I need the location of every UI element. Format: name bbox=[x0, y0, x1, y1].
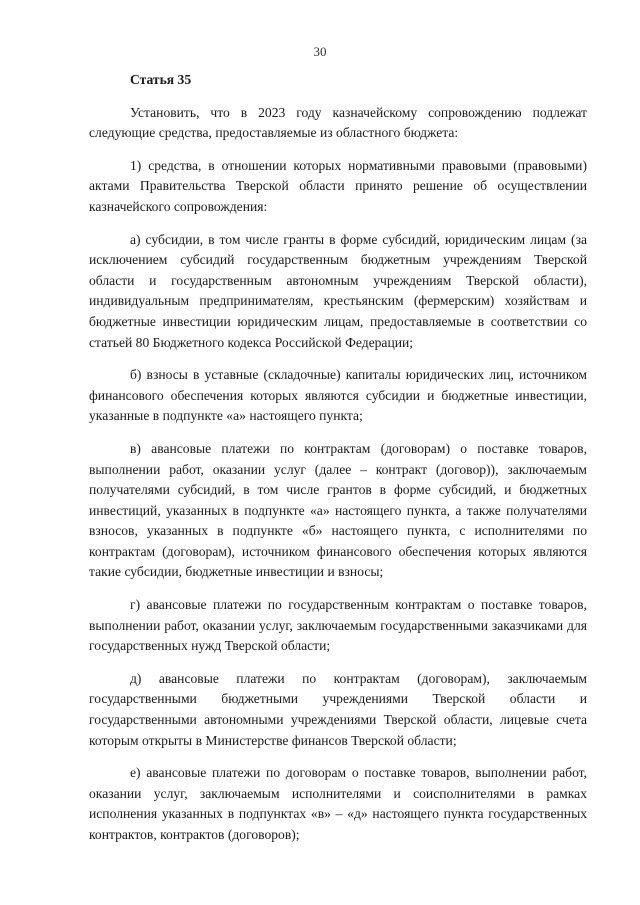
document-body bbox=[89, 70, 587, 858]
article-title: Статья 35 bbox=[130, 72, 192, 87]
paragraph-intro: Установить, что в 2023 году казначейскому сопровождению подлежат следующие средства, предоставляемые из областного бюджета: bbox=[89, 104, 587, 141]
paragraph-subitem-b: б) взносы в уставные (складочные) капиталы юридических лиц, источником финансового обеспечения которых являются субсидии и бюджетные инвестиции, указанные в подпункте «а» настоящего пункта; bbox=[89, 367, 587, 424]
paragraph-subitem-d: д) авансовые платежи по контрактам (договорам), заключаемым государственными бюджетными учреждениями Тверской области и государственными автономными учреждениями Тверской области, лицевые счета которым открыты в Министерстве финансов Тверской области; bbox=[89, 670, 587, 748]
paragraph-subitem-v: в) авансовые платежи по контрактам (договорам) о поставке товаров, выполнении работ, оказании услуг (далее – контракт (договор)), заключаемым получателями субсидий, в том числе грантов в форме субсидий, и бюджетных инвестиций, указанных в подпункте «а» настоящего пункта, а также получателями взносов, указанных в подпункте «б» настоящего пункта, с исполнителями по контрактам (договорам), источником финансового обеспечения которых являются такие субсидии, бюджетные инвестиции и взносы; bbox=[89, 440, 587, 580]
page-number: 30 bbox=[313, 44, 327, 59]
paragraph-subitem-a: а) субсидии, в том числе гранты в форме субсидий, юридическим лицам (за исключением субсидий государственным бюджетным учреждениям Тверской области и государственным автономным учреждениям Тверской области), индивидуальным предпринимателям, крестьянским (фермерским) хозяйствам и бюджетные инвестиции юридическим лицам, предоставляемые в соответствии со статьей 80 Бюджетного кодекса Российской Федерации; bbox=[89, 231, 587, 350]
paragraph-subitem-e: е) авансовые платежи по договорам о поставке товаров, выполнении работ, оказании услуг, заключаемым исполнителями и соисполнителями в рамках исполнения указанных в подпунктах «в» – «д» настоящего пункта государственных контрактов, контрактов (договоров); bbox=[89, 765, 587, 842]
paragraph-item-1: 1) средства, в отношении которых нормативными правовыми (правовыми) актами Правительства Тверской области принято решение об осуществлении казначейского сопровождения: bbox=[89, 157, 587, 214]
paragraph-subitem-g: г) авансовые платежи по государственным контрактам о поставке товаров, выполнении работ, оказании услуг, заключаемым государственными заказчиками для государственных нужд Тверской области; bbox=[89, 597, 587, 654]
